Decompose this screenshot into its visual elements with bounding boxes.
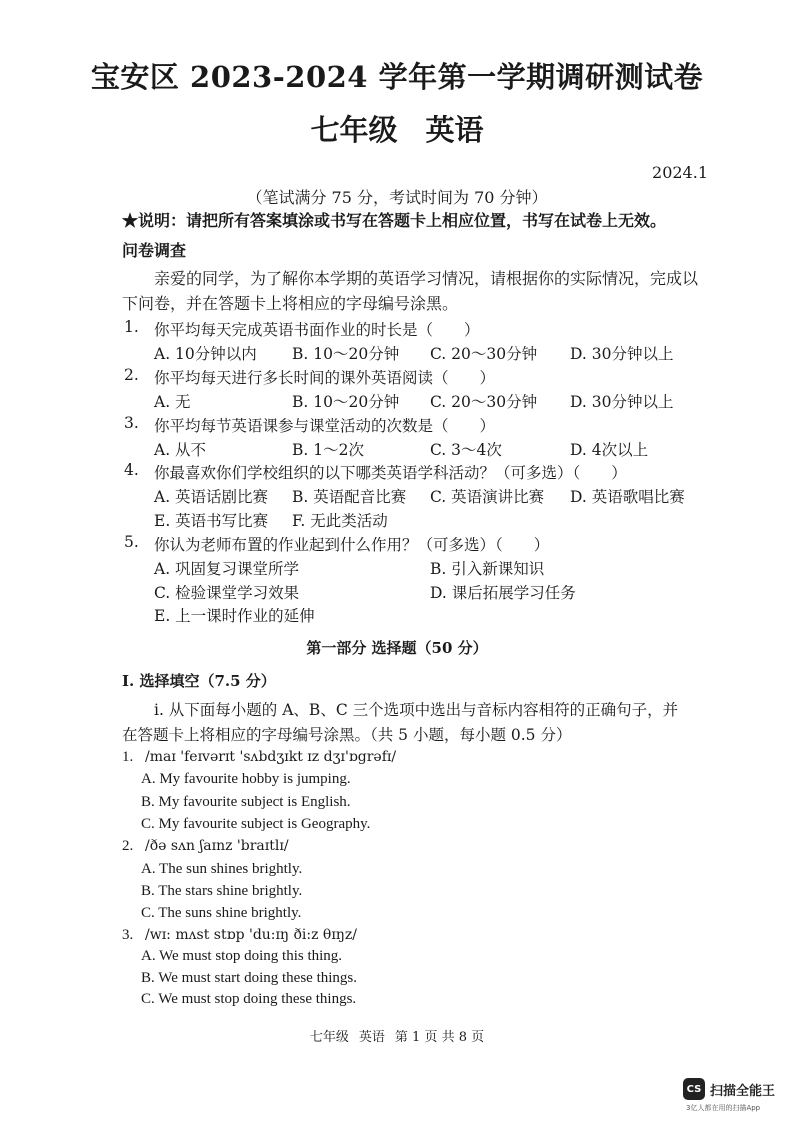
item1-option-b: B. My favourite subject is English. (141, 794, 351, 810)
footer-subject: 英语 (358, 1030, 385, 1045)
q4-option-a: A. 英语话剧比赛 (154, 488, 269, 506)
q3-option-d: D. 4次以上 (570, 441, 649, 459)
survey-heading: 问卷调查 (122, 241, 187, 260)
q1-option-b: B. 10～20分钟 (292, 345, 400, 363)
q4-option-b: B. 英语配音比赛 (292, 488, 407, 506)
exam-date: 2024.1 (652, 163, 708, 182)
item3-option-a: A. We must stop doing this thing. (141, 948, 343, 964)
exam-page: 宝安区 2023-2024 学年第一学期调研测试卷 七年级 英语 2024.1 （笔试满分 75 分，考试时间为 70 分钟） ★说明：请把所有答案填涂或书写在答题卡上相应位置，书写在试卷上无效。 问卷调查 亲爱的同学，为了解你本学期的英语学习情况，请根据你的实际情况，完成以 下问卷，并在答题卡上将相应的字母编号涂黑。 1. 你平均每天完成英语书面作业的时长是（ ） A. 10分钟以内 B. 10～20分钟 C. 20～30分钟 D. 30分钟以上 2. 你平均每天进行多长时间的课外英语阅读（ ） A. 无 B. 10～20分钟 C. 20～30分钟 D. 30分钟以上 3. 你平均每节英语课参与课堂活动的次数是（ ） A. 从不 B. 1～2次 C. 3～4次 D. 4次以上 4. 你最喜欢你们学校组织的以下哪类英语学科活动？（可多选）（ ） A. 英语话剧比赛 B. 英语配音比赛 C. 英语演讲比赛 D. 英语歌唱比赛 E. 英语书写比赛 F. 无此类活动 5. 你认为老师布置的作业起到什么作用？（可多选）（ ） A. 巩固复习课堂所学 B. 引入新课知识 C. 检验课堂学习效果 D. 课后拓展学习任务 E. 上一课时作业的延伸 第一部分 选择题（50 分） I. 选择填空（7.5 分） i. 从下面每小题的 A、B、C 三个选项中选出与音标内容相符的正确句子，并 在答题卡上将相应的字母编号涂黑。（共 5 小题，每小题 0.5 分） 1. /maɪ 'feɪvərɪt 'sʌbdʒɪkt ɪz dʒɪ'ɒgrəfɪ/ A. My favourite hobby is jumping. B. My favourite subject is English. C. My favourite subject is Geography. 2. /ðə sʌn ʃaɪnz 'braɪtlɪ/ A. The sun shines brightly. B. The stars shine brightly. C. The suns shine brightly. 3. /wɪ: mʌst stɒp 'du:ɪŋ ði:z θɪŋz/ A. We must stop doing this thing. B. We must start doing these things. C. We must stop doing these things. 七年级 英语 第 1 页 共 8 页 CS 扫描全能王 3亿人都在用的扫描App (0, 0, 794, 1124)
q1-option-a: A. 10分钟以内 (154, 345, 257, 363)
q2-option-b: B. 10～20分钟 (292, 393, 400, 411)
q2-option-d: D. 30分钟以上 (570, 393, 674, 411)
item3-option-c: C. We must stop doing these things. (141, 991, 357, 1007)
sub-instruction-1: i. 从下面每小题的 A、B、C 三个选项中选出与音标内容相符的正确句子，并 (154, 701, 679, 719)
item1-option-a: A. My favourite hobby is jumping. (141, 771, 351, 787)
camscanner-logo-icon: CS (683, 1078, 705, 1100)
part1-heading: 第一部分 选择题（50 分） (306, 639, 488, 657)
q4-option-d: D. 英语歌唱比赛 (570, 488, 685, 506)
q2-option-c: C. 20～30分钟 (430, 393, 538, 411)
item2-option-c: C. The suns shine brightly. (141, 905, 302, 921)
exam-title: 宝安区 2023-2024 学年第一学期调研测试卷 (90, 60, 704, 94)
subject-label: 英语 (425, 113, 484, 147)
page-footer (0, 1026, 794, 1045)
q4-option-e: E. 英语书写比赛 (154, 512, 269, 530)
footer-grade: 七年级 (309, 1030, 349, 1045)
scanner-tagline: 3亿人都在用的扫描App (686, 1104, 761, 1112)
item3-option-b: B. We must start doing these things. (141, 970, 358, 986)
exam-subtitle (0, 108, 794, 149)
q2-option-a: A. 无 (154, 393, 191, 411)
q3-option-b: B. 1～2次 (292, 441, 364, 459)
q5-option-e: E. 上一课时作业的延伸 (154, 607, 315, 625)
q5-option-b: B. 引入新课知识 (430, 560, 545, 578)
q5-option-d: D. 课后拓展学习任务 (430, 584, 576, 602)
section-heading: I. 选择填空（7.5 分） (122, 672, 276, 690)
item1-option-c: C. My favourite subject is Geography. (141, 816, 371, 832)
q1-option-d: D. 30分钟以上 (570, 345, 674, 363)
grade-label: 七年级 (310, 113, 398, 147)
q1-option-c: C. 20～30分钟 (430, 345, 538, 363)
item2-option-a: A. The sun shines brightly. (141, 861, 303, 877)
exam-note: （笔试满分 75 分，考试时间为 70 分钟） (246, 188, 548, 207)
scanner-app-name: 扫描全能王 (710, 1083, 776, 1099)
q3-option-a: A. 从不 (154, 441, 207, 459)
q5-option-a: A. 巩固复习课堂所学 (154, 560, 300, 578)
instruction: ★说明：请把所有答案填涂或书写在答题卡上相应位置，书写在试卷上无效。 (122, 211, 667, 230)
sub-instruction-2: 在答题卡上将相应的字母编号涂黑。（共 5 小题，每小题 0.5 分） (122, 726, 572, 744)
scanner-watermark (683, 1078, 775, 1100)
item2-option-b: B. The stars shine brightly. (141, 883, 303, 899)
q4-option-c: C. 英语演讲比赛 (430, 488, 545, 506)
footer-page-info: 第 1 页 共 8 页 (394, 1030, 485, 1045)
q3-option-c: C. 3～4次 (430, 441, 502, 459)
survey-intro-1: 亲爱的同学，为了解你本学期的英语学习情况，请根据你的实际情况，完成以 (154, 269, 699, 288)
survey-intro-2: 下问卷，并在答题卡上将相应的字母编号涂黑。 (122, 294, 459, 313)
q4-option-f: F. 无此类活动 (292, 512, 388, 530)
q5-option-c: C. 检验课堂学习效果 (154, 584, 300, 602)
